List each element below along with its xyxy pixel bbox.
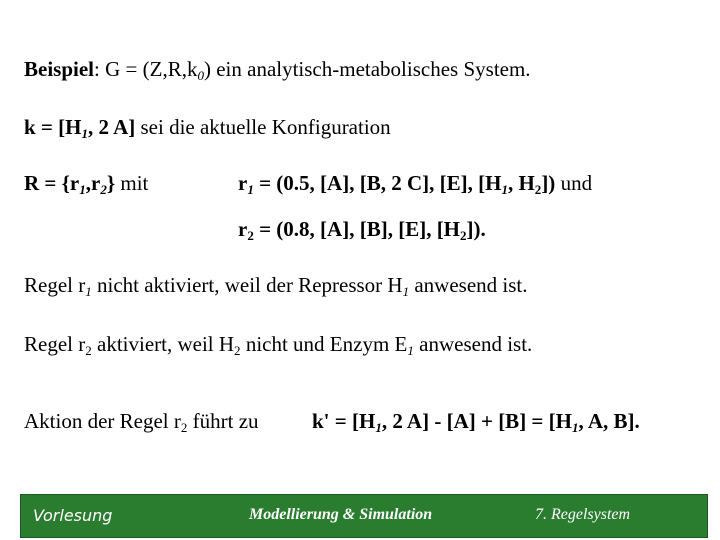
rule2-a: r [238, 217, 248, 241]
footer-lecture: Vorlesung [33, 506, 113, 525]
example-sub: 0 [197, 67, 204, 83]
status2-a: Regel r [24, 332, 86, 356]
rule1-sub1: 1 [247, 181, 254, 197]
result-c: , A, B]. [578, 409, 640, 433]
rules-set-sub2: 2 [100, 181, 107, 197]
result-line [312, 408, 640, 434]
status1-sub2: 1 [402, 283, 410, 299]
rule2-c: ]). [466, 217, 486, 241]
status2-sub3: 1 [407, 342, 414, 358]
rule-2 [238, 216, 486, 242]
rules-set-b: ,r [85, 171, 101, 195]
status2-b: aktiviert, weil H [91, 332, 235, 356]
rule1-c: , H [507, 171, 535, 195]
rule1-status-line [24, 272, 528, 298]
config-text: sei die aktuelle Konfiguration [135, 115, 391, 139]
status2-sub2: 2 [234, 342, 241, 358]
rule1-a: r [238, 171, 248, 195]
footer-chapter: 7. Regelsystem [535, 506, 631, 523]
rule2-sub1: 2 [247, 227, 254, 243]
rule2-b: = (0.8, [A], [B], [E], [H [253, 217, 461, 241]
example-line [24, 56, 531, 82]
example-colon: : [94, 57, 100, 81]
rule1-d: ]) [541, 171, 556, 195]
action-line [24, 408, 259, 434]
footer-bar [20, 494, 708, 538]
rule2-status-line [24, 331, 532, 357]
rule-1 [238, 170, 592, 196]
configuration-line [24, 114, 391, 140]
rule2-sub2: 2 [460, 227, 467, 243]
rule1-sub3: 2 [534, 181, 542, 197]
example-text: G = (Z,R,k [99, 57, 198, 81]
status1-b: nicht aktiviert, weil der Repressor H [91, 273, 403, 297]
example-text-end: ) ein analytisch-metabolisches System. [203, 57, 531, 81]
status2-sub1: 2 [85, 342, 92, 358]
status2-c: nicht und Enzym E [240, 332, 408, 356]
rule1-sub2: 1 [501, 181, 508, 197]
result-sub2: 1 [571, 419, 579, 435]
status1-c: anwesend ist. [409, 273, 528, 297]
rule1-b: = (0.5, [A], [B, 2 C], [E], [H [253, 171, 502, 195]
rules-set-a: R = {r [24, 171, 80, 195]
action-sub: 2 [180, 419, 188, 435]
result-b: , 2 A] - [A] + [B] = [H [381, 409, 572, 433]
config-expr-end: , 2 A] [88, 115, 136, 139]
status1-a: Regel r [24, 273, 86, 297]
rules-set-line [24, 170, 148, 196]
config-expr: k = [H [24, 115, 82, 139]
footer-course-title: Modellierung & Simulation [249, 506, 433, 523]
rules-set-sub1: 1 [79, 181, 86, 197]
rule1-text: und [555, 171, 593, 195]
rules-set-text: mit [115, 171, 149, 195]
result-a: k' = [H [312, 409, 376, 433]
action-a: Aktion der Regel r [24, 409, 181, 433]
result-sub1: 1 [375, 419, 382, 435]
status1-sub1: 1 [85, 283, 92, 299]
config-sub: 1 [81, 125, 88, 141]
rules-set-c: } [106, 171, 116, 195]
action-b: führt zu [187, 409, 259, 433]
example-label: Beispiel [24, 57, 95, 81]
status2-d: anwesend ist. [413, 332, 533, 356]
